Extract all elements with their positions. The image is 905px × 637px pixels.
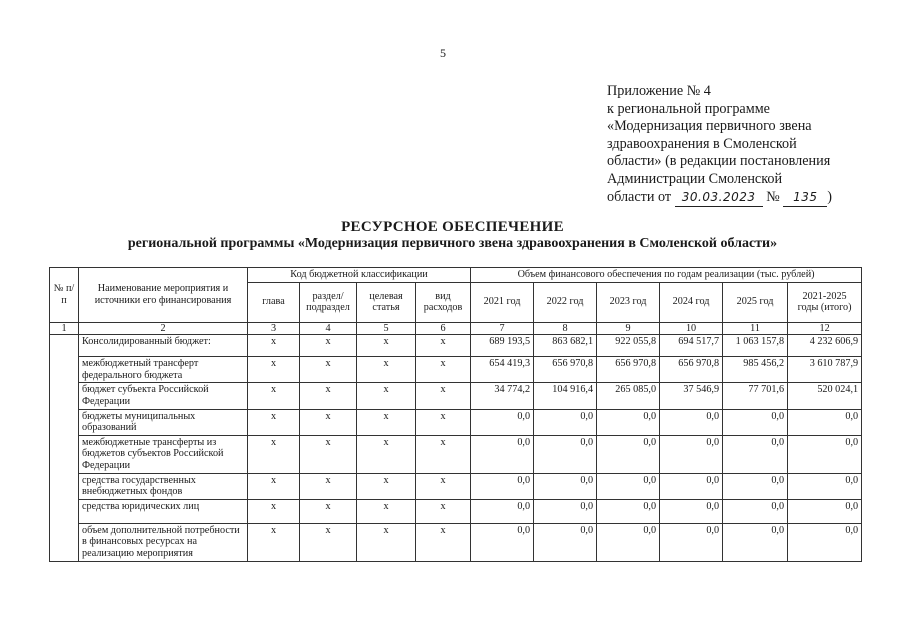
column-number: 5	[357, 322, 416, 335]
value-2023: 0,0	[597, 435, 660, 473]
header-glava: глава	[248, 282, 300, 322]
value-2025: 0,0	[723, 523, 788, 561]
column-number: 8	[534, 322, 597, 335]
column-number: 7	[471, 322, 534, 335]
row-name: межбюджетные трансферты из бюджетов субъектов Российской Федерации	[79, 435, 248, 473]
code-glava: х	[248, 473, 300, 499]
code-razdel: х	[300, 499, 357, 523]
code-glava: х	[248, 499, 300, 523]
code-vid: х	[416, 409, 471, 435]
document-title: РЕСУРСНОЕ ОБЕСПЕЧЕНИЕ	[341, 219, 564, 235]
value-2023: 0,0	[597, 473, 660, 499]
header-vid: вид расходов	[416, 282, 471, 322]
header-name: Наименование мероприятия и источники его финансирования	[79, 268, 248, 323]
table-row	[50, 523, 862, 561]
value-2025: 0,0	[723, 473, 788, 499]
table-row	[50, 383, 862, 409]
row-name: бюджет субъекта Российской Федерации	[79, 383, 248, 409]
appendix-line: Администрации Смоленской	[607, 170, 783, 187]
row-name: бюджеты муниципальных образований	[79, 409, 248, 435]
appendix-block	[607, 83, 897, 207]
value-2021: 0,0	[471, 523, 534, 561]
value-total: 0,0	[788, 409, 862, 435]
header-2022: 2022 год	[534, 282, 597, 322]
date-prefix: области от	[607, 188, 672, 205]
value-2021: 0,0	[471, 499, 534, 523]
value-2021: 34 774,2	[471, 383, 534, 409]
code-razdel: х	[300, 435, 357, 473]
document-subtitle: региональной программы «Модернизация первичного звена здравоохранения в Смоленской области»	[127, 236, 778, 251]
value-total: 0,0	[788, 435, 862, 473]
code-statya: х	[357, 435, 416, 473]
value-2023: 656 970,8	[597, 357, 660, 383]
code-glava: х	[248, 383, 300, 409]
value-2024: 37 546,9	[660, 383, 723, 409]
value-2022: 0,0	[534, 435, 597, 473]
value-2024: 694 517,7	[660, 335, 723, 357]
code-vid: х	[416, 523, 471, 561]
code-razdel: х	[300, 357, 357, 383]
code-vid: х	[416, 383, 471, 409]
row-name: средства государственных внебюджетных фондов	[79, 473, 248, 499]
value-2022: 0,0	[534, 409, 597, 435]
row-number-cell	[50, 335, 79, 561]
code-glava: х	[248, 335, 300, 357]
header-2025: 2025 год	[723, 282, 788, 322]
value-2021: 0,0	[471, 435, 534, 473]
column-number-row	[50, 322, 862, 335]
header-2023: 2023 год	[597, 282, 660, 322]
value-2022: 0,0	[534, 499, 597, 523]
value-2024: 0,0	[660, 435, 723, 473]
handwritten-number: 135	[783, 189, 827, 208]
value-2025: 0,0	[723, 499, 788, 523]
column-number: 6	[416, 322, 471, 335]
code-vid: х	[416, 335, 471, 357]
value-total: 4 232 606,9	[788, 335, 862, 357]
table-row	[50, 357, 862, 383]
value-total: 520 024,1	[788, 383, 862, 409]
appendix-line: здравоохранения в Смоленской	[607, 135, 797, 152]
code-statya: х	[357, 499, 416, 523]
value-2025: 985 456,2	[723, 357, 788, 383]
column-number: 4	[300, 322, 357, 335]
closing-paren: )	[827, 188, 833, 205]
table-row	[50, 499, 862, 523]
row-name: объем дополнительной потребности в финансовых ресурсах на реализацию мероприятия	[79, 523, 248, 561]
value-2025: 77 701,6	[723, 383, 788, 409]
appendix-date-line	[607, 189, 897, 208]
code-statya: х	[357, 473, 416, 499]
header-total: 2021-2025 годы (итого)	[788, 282, 862, 322]
table-row	[50, 473, 862, 499]
value-total: 0,0	[788, 499, 862, 523]
value-2024: 0,0	[660, 473, 723, 499]
code-vid: х	[416, 473, 471, 499]
code-statya: х	[357, 383, 416, 409]
header-code-group: Код бюджетной классификации	[248, 268, 471, 283]
resource-table	[49, 267, 862, 562]
row-name: межбюджетный трансферт федерального бюджета	[79, 357, 248, 383]
row-name: Консолидированный бюджет:	[79, 335, 248, 357]
value-2024: 0,0	[660, 523, 723, 561]
value-2022: 0,0	[534, 473, 597, 499]
value-2023: 0,0	[597, 523, 660, 561]
value-2024: 0,0	[660, 499, 723, 523]
code-statya: х	[357, 409, 416, 435]
value-2022: 0,0	[534, 523, 597, 561]
code-glava: х	[248, 357, 300, 383]
appendix-line: «Модернизация первичного звена	[607, 118, 812, 135]
code-razdel: х	[300, 383, 357, 409]
header-num: № п/п	[50, 268, 79, 323]
code-razdel: х	[300, 523, 357, 561]
appendix-line: к региональной программе	[607, 100, 770, 117]
table-row	[50, 335, 862, 357]
code-razdel: х	[300, 409, 357, 435]
value-total: 0,0	[788, 523, 862, 561]
code-glava: х	[248, 523, 300, 561]
value-2025: 0,0	[723, 409, 788, 435]
value-total: 3 610 787,9	[788, 357, 862, 383]
column-number: 9	[597, 322, 660, 335]
column-number: 12	[788, 322, 862, 335]
page-number: 5	[440, 46, 446, 60]
handwritten-date: 30.03.2023	[675, 189, 763, 208]
header-razdel: раздел/ подраздел	[300, 282, 357, 322]
value-2022: 863 682,1	[534, 335, 597, 357]
code-razdel: х	[300, 335, 357, 357]
column-number: 10	[660, 322, 723, 335]
column-number: 2	[79, 322, 248, 335]
column-number: 11	[723, 322, 788, 335]
value-total: 0,0	[788, 473, 862, 499]
value-2025: 1 063 157,8	[723, 335, 788, 357]
table-row	[50, 409, 862, 435]
column-number: 1	[50, 322, 79, 335]
value-2025: 0,0	[723, 435, 788, 473]
column-number: 3	[248, 322, 300, 335]
code-statya: х	[357, 335, 416, 357]
code-vid: х	[416, 357, 471, 383]
appendix-line: области» (в редакции постановления	[607, 153, 831, 170]
value-2022: 104 916,4	[534, 383, 597, 409]
number-prefix: №	[766, 188, 780, 205]
appendix-line: Приложение № 4	[607, 83, 711, 99]
header-funding-group: Объем финансового обеспечения по годам реализации (тыс. рублей)	[471, 268, 862, 283]
header-statya: целевая статья	[357, 282, 416, 322]
value-2021: 654 419,3	[471, 357, 534, 383]
code-vid: х	[416, 499, 471, 523]
code-glava: х	[248, 409, 300, 435]
row-name: средства юридических лиц	[79, 499, 248, 523]
header-2021: 2021 год	[471, 282, 534, 322]
code-glava: х	[248, 435, 300, 473]
value-2023: 0,0	[597, 499, 660, 523]
value-2021: 0,0	[471, 473, 534, 499]
value-2021: 0,0	[471, 409, 534, 435]
value-2023: 0,0	[597, 409, 660, 435]
value-2022: 656 970,8	[534, 357, 597, 383]
value-2023: 265 085,0	[597, 383, 660, 409]
value-2023: 922 055,8	[597, 335, 660, 357]
code-vid: х	[416, 435, 471, 473]
value-2024: 0,0	[660, 409, 723, 435]
code-razdel: х	[300, 473, 357, 499]
header-2024: 2024 год	[660, 282, 723, 322]
code-statya: х	[357, 523, 416, 561]
table-row	[50, 435, 862, 473]
value-2021: 689 193,5	[471, 335, 534, 357]
code-statya: х	[357, 357, 416, 383]
value-2024: 656 970,8	[660, 357, 723, 383]
